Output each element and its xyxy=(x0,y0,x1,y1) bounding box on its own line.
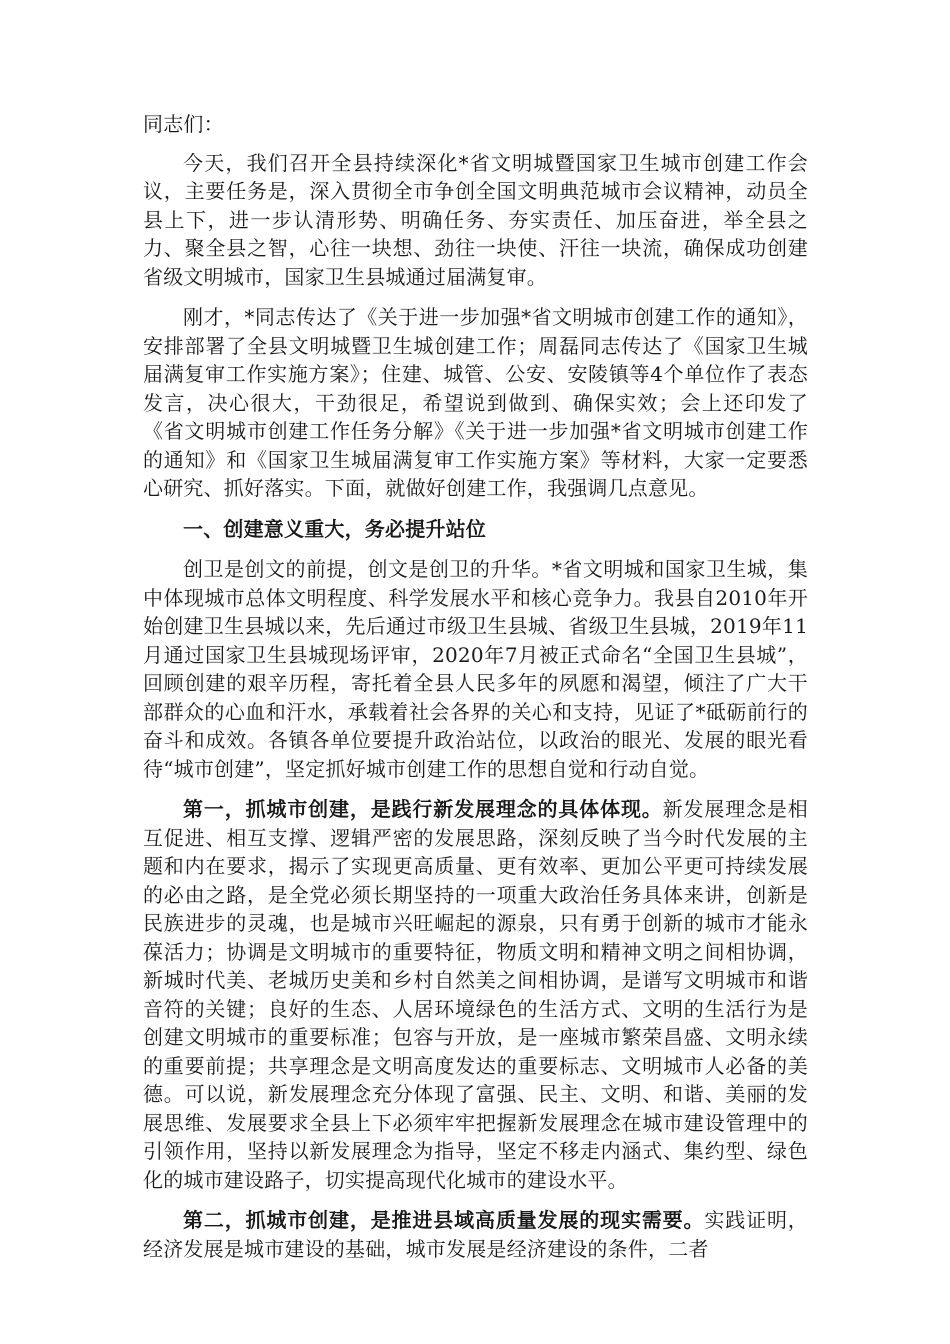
paragraph-point-1 xyxy=(143,795,808,1194)
point-2-body: 实践证明，经济发展是城市建设的基础，城市发展是经济建设的条件，二者 xyxy=(143,1208,809,1261)
point-2-lead: 第二，抓城市创建，是推进县域高质量发展的现实需要。 xyxy=(183,1208,705,1232)
paragraph-point-2 xyxy=(143,1206,808,1263)
section-heading-1: 一、创建意义重大，务必提升站位 xyxy=(183,516,486,541)
salutation: 同志们： xyxy=(143,112,224,136)
point-1-lead: 第一，抓城市创建，是践行新发展理念的具体体现。 xyxy=(183,797,663,821)
paragraph-opening: 今天，我们召开全县持续深化*省文明城暨国家卫生城市创建工作会议，主要任务是，深入贯彻全市争创全国文明典范城市会议精神，动员全县上下，进一步认清形势、明确任务、夯实责任、加压奋进，举全县之力、聚全县之智，心往一块想、劲往一块使、汗往一块流，确保成功创建省级文明城市，国家卫生县城通过届满复审。 xyxy=(143,150,808,289)
paragraph-section-1: 创卫是创文的前提，创文是创卫的升华。*省文明城和国家卫生城，集中体现城市总体文明程度、科学发展水平和核心竞争力。我县自2010年开始创建卫生县城以来，先后通过市级卫生县城、省级卫生县城，2019年11月通过国家卫生县城现场评审，2020年7月被正式命名“全国卫生县城”，回顾创建的艰辛历程，寄托着全县人民多年的夙愿和渴望，倾注了广大干部群众的心血和汗水，承载着社会各界的关心和支持，见证了*砥砺前行的奋斗和成效。各镇各单位要提升政治站位，以政治的眼光、发展的眼光看待“城市创建”，坚定抓好城市创建工作的思想自觉和行动自觉。 xyxy=(143,557,808,781)
point-1-body: 新发展理念是相互促进、相互支撑、逻辑严密的发展思路，深刻反映了当今时代发展的主题和内在要求，揭示了实现更高质量、更有效率、更加公平更可持续发展的必由之路，是全党必须长期坚持的一项重大政治任务具体来讲，创新是民族进步的灵魂，也是城市兴旺崛起的源泉，只有勇于创新的城市才能永葆活力；协调是文明城市的重要特征，物质文明和精神文明之间相协调，新城时代美、老城历史美和乡村自然美之间相协调，是谱写文明城市和谐音符的关键；良好的生态、人居环境绿色的生活方式、文明的生活行为是创建文明城市的重要标准；包容与开放，是一座城市繁荣昌盛、文明永续的重要前提；共享理念是文明高度发达的重要标志、文明城市人必备的美德。可以说，新发展理念充分体现了富强、民主、文明、和谐、美丽的发展思维、发展要求全县上下必须牢牢把握新发展理念在城市建设管理中的引领作用，坚持以新发展理念为指导，坚定不移走内涵式、集约型、绿色化的城市建设路子，切实提高现代化城市的建设水平。 xyxy=(143,797,808,1192)
document-body xyxy=(143,110,808,1275)
paragraph-review: 刚才，*同志传达了《关于进一步加强*省文明城市创建工作的通知》，安排部署了全县文明城暨卫生城创建工作；周磊同志传达了《国家卫生城届满复审工作实施方案》；住建、城管、公安、安陵镇等4个单位作了表态发言，决心很大，干劲很足，希望说到做到、确保实效；会上还印发了《省文明城市创建工作任务分解》《关于进一步加强*省文明城市创建工作的通知》和《国家卫生城届满复审工作实施方案》等材料，大家一定要悉心研究、抓好落实。下面，就做好创建工作，我强调几点意见。 xyxy=(143,305,808,500)
